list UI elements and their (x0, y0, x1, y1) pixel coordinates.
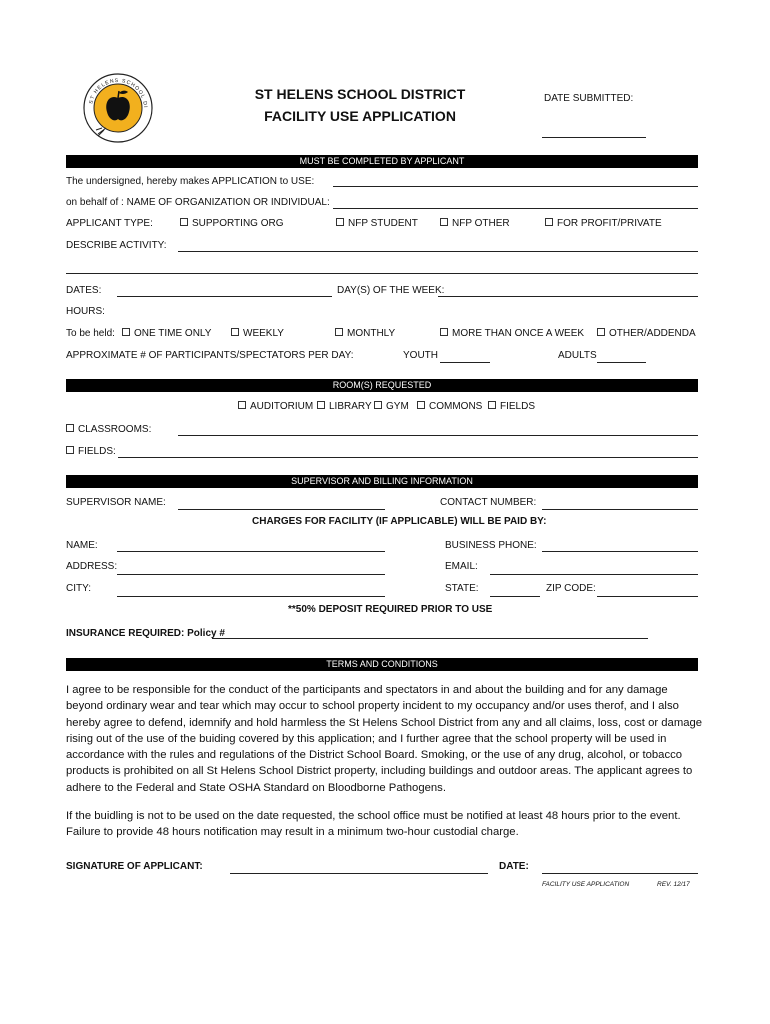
youth-label: YOUTH (403, 350, 438, 361)
held-one-time-checkbox[interactable]: ONE TIME ONLY (122, 328, 211, 339)
room-fields-checkbox[interactable]: FIELDS (488, 401, 535, 412)
address-label: ADDRESS: (66, 561, 118, 572)
held-other-checkbox[interactable]: OTHER/ADDENDA (597, 328, 696, 339)
zip-label: ZIP CODE: (546, 583, 596, 594)
signature-date-field[interactable] (542, 873, 698, 874)
business-phone-field[interactable] (542, 551, 698, 552)
signature-field[interactable] (230, 873, 488, 874)
policy-field[interactable] (212, 638, 648, 639)
city-field[interactable] (117, 596, 385, 597)
dates-field[interactable] (117, 296, 332, 297)
city-label: CITY: (66, 583, 92, 594)
dates-label: DATES: (66, 285, 102, 296)
activity-field-1[interactable] (178, 251, 698, 252)
supervisor-field[interactable] (178, 509, 385, 510)
youth-field[interactable] (440, 362, 490, 363)
rooms-section-header: ROOM(S) REQUESTED (66, 379, 698, 392)
type-for-profit-checkbox[interactable]: FOR PROFIT/PRIVATE (545, 218, 662, 229)
describe-activity-label: DESCRIBE ACTIVITY: (66, 240, 167, 251)
svg-text:ST HELENS SCHOOL DISTRICT: ST HELENS SCHOOL DI (88, 77, 149, 109)
district-seal (82, 72, 154, 144)
address-field[interactable] (117, 574, 385, 575)
hours-label: HOURS: (66, 306, 105, 317)
state-label: STATE: (445, 583, 479, 594)
days-field[interactable] (438, 296, 698, 297)
classrooms-checkbox[interactable]: CLASSROOMS: (66, 424, 151, 435)
apple-seal-icon (82, 72, 154, 144)
form-title: FACILITY USE APPLICATION (264, 108, 456, 124)
email-field[interactable] (490, 574, 698, 575)
terms-paragraph: I agree to be responsible for the conduct of the participants and spectators in and about the building and for any damage beyond ordinary wear and tear which may occur to school property incident to my occupancy and/or uses therof, and I also hereby agree to defend, idemnify and hold harmless the St Helens School District from any and all claims, loss, cost or damage rising out of the use of the buiding covered by this application; and I further agree that the school property will be used in accordance with the rules and regulations of the District School Board. Smoking, or the use of any drug, alcohol, or tobacco products is prohibited on all St Helens School District property, including buildings and outdoor areas. The applicant agrees to adhere to the Federal and State OSHA Standard on Bloodborne Pathogens. (66, 684, 703, 794)
participants-label: APPROXIMATE # OF PARTICIPANTS/SPECTATORS PER DAY: (66, 350, 354, 361)
behalf-label: on behalf of : NAME OF ORGANIZATION OR INDIVIDUAL: (66, 197, 330, 208)
terms-section-header: TERMS AND CONDITIONS (66, 658, 698, 671)
adults-field[interactable] (597, 362, 646, 363)
organization-field[interactable] (333, 208, 698, 209)
billing-section-header: SUPERVISOR AND BILLING INFORMATION (66, 475, 698, 488)
email-label: EMAIL: (445, 561, 478, 572)
use-field[interactable] (333, 186, 698, 187)
use-label: The undersigned, hereby makes APPLICATION to USE: (66, 176, 315, 187)
room-gym-checkbox[interactable]: GYM (374, 401, 409, 412)
type-nfp-other-checkbox[interactable]: NFP OTHER (440, 218, 510, 229)
room-library-checkbox[interactable]: LIBRARY (317, 401, 372, 412)
notification-paragraph: If the buidling is not to be used on the date requested, the school office must be notified at least 48 hours prior to the event. Failure to provide 48 hours notification may result in a minimum two-hour custodial charge. (66, 810, 681, 839)
room-auditorium-checkbox[interactable]: AUDITORIUM (238, 401, 313, 412)
deposit-note: **50% DEPOSIT REQUIRED PRIOR TO USE (288, 604, 493, 615)
state-field[interactable] (490, 596, 540, 597)
held-label: To be held: (66, 328, 115, 339)
footer-revision: REV. 12/17 (657, 881, 690, 888)
name-label: NAME: (66, 540, 98, 551)
charges-label: CHARGES FOR FACILITY (IF APPLICABLE) WILL BE PAID BY: (252, 516, 547, 527)
held-monthly-checkbox[interactable]: MONTHLY (335, 328, 395, 339)
days-label: DAY(S) OF THE WEEK: (337, 285, 445, 296)
signature-date-label: DATE: (499, 861, 529, 872)
held-more-than-once-checkbox[interactable]: MORE THAN ONCE A WEEK (440, 328, 584, 339)
fields-checkbox[interactable]: FIELDS: (66, 446, 116, 457)
district-title: ST HELENS SCHOOL DISTRICT (254, 86, 466, 102)
signature-label: SIGNATURE OF APPLICANT: (66, 861, 203, 872)
held-weekly-checkbox[interactable]: WEEKLY (231, 328, 284, 339)
contact-field[interactable] (542, 509, 698, 510)
footer-form-name: FACILITY USE APPLICATION (542, 881, 630, 888)
activity-field-2[interactable] (66, 273, 698, 274)
supervisor-label: SUPERVISOR NAME: (66, 497, 166, 508)
applicant-section-header: MUST BE COMPLETED BY APPLICANT (66, 155, 698, 168)
room-commons-checkbox[interactable]: COMMONS (417, 401, 482, 412)
adults-label: ADULTS (558, 350, 597, 361)
type-supporting-org-checkbox[interactable]: SUPPORTING ORG (180, 218, 284, 229)
name-field[interactable] (117, 551, 385, 552)
fields-field[interactable] (118, 457, 698, 458)
insurance-label: INSURANCE REQUIRED: Policy # (66, 628, 225, 639)
business-phone-label: BUSINESS PHONE: (445, 540, 537, 551)
date-submitted-label: DATE SUBMITTED: (544, 93, 634, 104)
contact-label: CONTACT NUMBER: (440, 497, 537, 508)
zip-field[interactable] (597, 596, 698, 597)
applicant-type-label: APPLICANT TYPE: (66, 218, 153, 229)
date-submitted-field[interactable] (542, 137, 646, 138)
classrooms-field[interactable] (178, 435, 698, 436)
type-nfp-student-checkbox[interactable]: NFP STUDENT (336, 218, 418, 229)
